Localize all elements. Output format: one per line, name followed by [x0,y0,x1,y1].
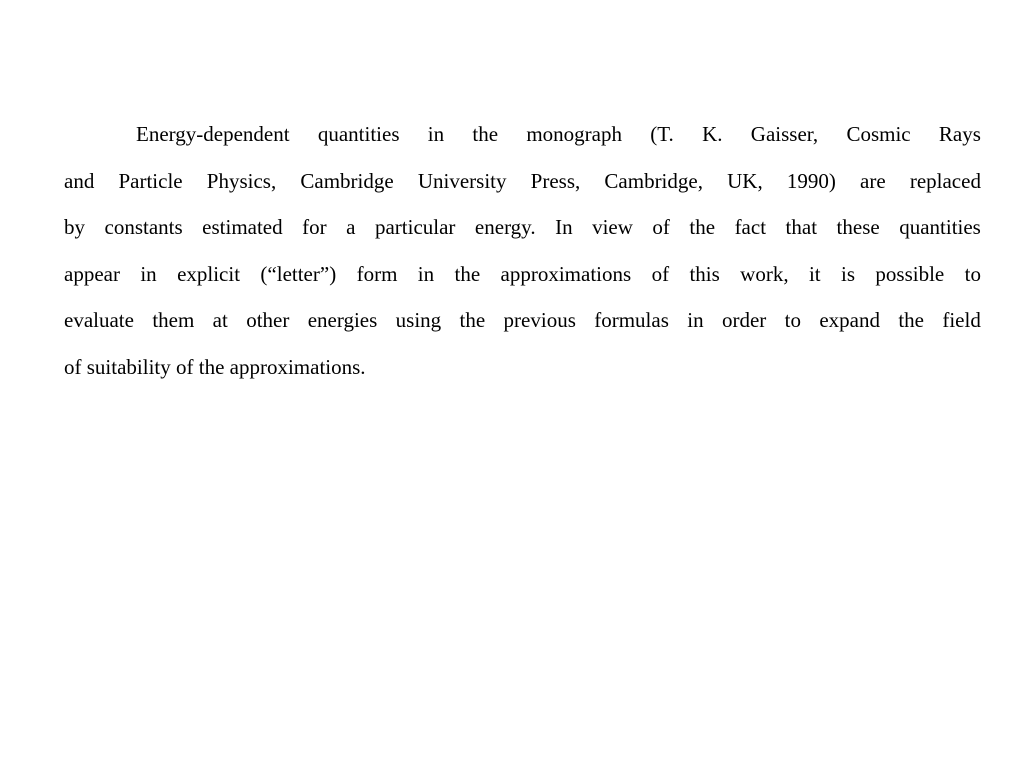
word: quantities [899,215,981,239]
word: view [592,215,633,239]
word: expand [819,308,880,332]
paragraph-line-1 [64,111,981,158]
word: the [472,122,499,146]
word: of [651,261,670,286]
word: this [689,261,720,286]
word: the [689,215,716,239]
word: fact [734,215,767,239]
word: field [942,308,981,332]
paragraph-line-6 [64,344,981,391]
word: appear [64,261,120,286]
word: at [212,308,228,332]
paragraph-line-3 [64,204,981,251]
word: 1990) [786,168,836,193]
word: order [721,308,767,332]
word: Cosmic [846,122,911,146]
word: previous [503,308,576,332]
word: UK, [727,168,763,193]
word: the [898,308,924,332]
word: work, [740,261,789,286]
word: of [652,215,670,239]
word: replaced [909,168,981,193]
body-paragraph [64,111,981,390]
word: using [395,308,442,332]
word: Particle [118,168,183,193]
word: the [454,261,481,286]
word: University [417,168,507,193]
paragraph-line-2 [64,158,981,205]
word: Cambridge [300,168,394,193]
word: these [836,215,880,239]
word: to [964,261,981,286]
word: that [785,215,818,239]
paragraph-line-4 [64,251,981,298]
word: are [860,168,886,193]
word: by [64,215,85,239]
word: evaluate [64,308,134,332]
word: (T. [650,122,674,146]
word: in [427,122,445,146]
word: a [346,215,356,239]
word: them [152,308,195,332]
word: in [687,308,704,332]
word: in [417,261,435,286]
word: Gaisser, [750,122,819,146]
word: in [140,261,157,286]
word: energies [307,308,378,332]
word: to [784,308,801,332]
word: quantities [317,122,400,146]
word: of suitability of the approximations. [64,354,366,379]
word: monograph [526,122,622,146]
word: approximations [500,261,632,286]
word: possible [875,261,945,286]
word: Press, [530,168,581,193]
paragraph-line-5 [64,297,981,344]
word: estimated [202,215,283,239]
word: Rays [938,122,981,146]
word: is [841,261,856,286]
word: energy. [474,215,536,239]
word: constants [104,215,183,239]
word: other [246,308,290,332]
word: form [356,261,398,286]
word: (“letter”) [260,261,337,286]
word: particular [374,215,456,239]
word: for [302,215,327,239]
word: Cambridge, [604,168,703,193]
word: explicit [177,261,241,286]
word: In [555,215,573,239]
word: Energy-dependent [136,122,290,146]
word: formulas [594,308,669,332]
word: K. [702,122,723,146]
word: it [808,261,821,286]
word: Physics, [206,168,277,193]
word: the [459,308,486,332]
word: and [64,168,95,193]
